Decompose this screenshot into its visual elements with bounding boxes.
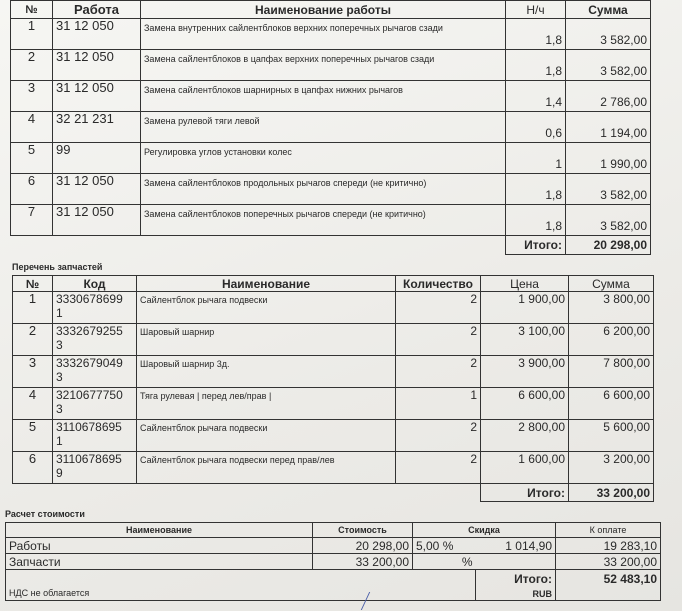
table-row <box>13 292 654 324</box>
row-number: 3 <box>13 356 53 388</box>
part-sum: 7 800,00 <box>569 356 654 388</box>
part-qty: 2 <box>396 452 481 484</box>
part-price: 3 100,00 <box>481 324 569 356</box>
header-code: Работа <box>53 1 141 19</box>
row-number: 6 <box>13 452 53 484</box>
row-number: 1 <box>11 19 53 50</box>
work-code: 31 12 050 <box>53 205 141 236</box>
work-code: 31 12 050 <box>53 19 141 50</box>
part-sum: 5 600,00 <box>569 420 654 452</box>
part-price: 3 900,00 <box>481 356 569 388</box>
part-qty: 2 <box>396 324 481 356</box>
row-number: 4 <box>11 112 53 143</box>
table-row <box>13 452 654 484</box>
table-row <box>11 112 651 143</box>
part-name: Сайлентблок рычага подвески <box>137 420 396 452</box>
table-row <box>11 174 651 205</box>
calc-cost: 20 298,00 <box>313 538 413 554</box>
works-table <box>10 0 651 255</box>
row-number: 5 <box>13 420 53 452</box>
part-sum: 6 600,00 <box>569 388 654 420</box>
row-number: 5 <box>11 143 53 174</box>
part-code-suffix: 3 <box>56 402 63 416</box>
work-sum: 3 582,00 <box>566 50 651 81</box>
part-code-cell <box>53 452 137 484</box>
header-name: Наименование работы <box>141 1 506 19</box>
table-row <box>11 143 651 174</box>
part-code: 3110678695 <box>56 452 122 466</box>
row-number: 6 <box>11 174 53 205</box>
work-code: 99 <box>53 143 141 174</box>
table-row <box>11 205 651 236</box>
calc-total: 52 483,10 <box>556 570 661 601</box>
header-no: № <box>13 276 53 292</box>
discount-percent: 5,00 % <box>413 538 476 554</box>
calc-name: Работы <box>6 538 313 554</box>
work-hours: 1,8 <box>506 19 566 50</box>
header-name: Наименование <box>6 523 313 538</box>
works-total-label: Итого: <box>506 236 566 255</box>
work-hours: 1,8 <box>506 174 566 205</box>
calc-name: Запчасти <box>6 554 313 570</box>
part-qty: 2 <box>396 292 481 324</box>
part-name: Шаровый шарнир <box>137 324 396 356</box>
part-code: 3210677750 <box>56 388 123 402</box>
row-number: 1 <box>13 292 53 324</box>
part-qty: 2 <box>396 356 481 388</box>
part-code: 3332679255 <box>56 324 123 338</box>
header-pay: К оплате <box>556 523 661 538</box>
work-hours: 1 <box>506 143 566 174</box>
part-code-cell <box>53 324 137 356</box>
part-sum: 6 200,00 <box>569 324 654 356</box>
header-discount: Скидка <box>413 523 556 538</box>
part-code-suffix: 1 <box>56 434 63 448</box>
work-code: 32 21 231 <box>53 112 141 143</box>
work-name: Замена сайлентблоков шарнирных в цапфах нижних рычагов <box>141 81 506 112</box>
part-qty: 2 <box>396 420 481 452</box>
header-cost: Стоимость <box>313 523 413 538</box>
parts-total: 33 200,00 <box>569 484 654 502</box>
parts-title: Перечень запчастей <box>12 262 103 272</box>
calc-table <box>5 522 661 601</box>
works-total: 20 298,00 <box>566 236 651 255</box>
header-hours: Н/ч <box>506 1 566 19</box>
work-code: 31 12 050 <box>53 50 141 81</box>
part-code-suffix: 3 <box>56 370 63 384</box>
part-code: 3330678699 <box>56 292 123 306</box>
part-sum: 3 200,00 <box>569 452 654 484</box>
row-number: 2 <box>13 324 53 356</box>
work-sum: 3 582,00 <box>566 205 651 236</box>
header-sum: Сумма <box>566 1 651 19</box>
table-row <box>11 81 651 112</box>
part-code-cell <box>53 420 137 452</box>
row-number: 2 <box>11 50 53 81</box>
part-name: Тяга рулевая | перед лев/прав | <box>137 388 396 420</box>
work-sum: 3 582,00 <box>566 174 651 205</box>
work-name: Регулировка углов установки колес <box>141 143 506 174</box>
part-name: Шаровый шарнир 3д. <box>137 356 396 388</box>
work-hours: 1,8 <box>506 205 566 236</box>
work-sum: 3 582,00 <box>566 19 651 50</box>
discount-amount <box>476 554 556 570</box>
work-sum: 1 194,00 <box>566 112 651 143</box>
part-code-cell <box>53 292 137 324</box>
header-code: Код <box>53 276 137 292</box>
table-row <box>6 538 661 554</box>
vat-note: НДС не облагается <box>9 588 90 598</box>
table-row <box>6 554 661 570</box>
work-sum: 2 786,00 <box>566 81 651 112</box>
header-price: Цена <box>481 276 569 292</box>
part-sum: 3 800,00 <box>569 292 654 324</box>
table-row <box>13 356 654 388</box>
part-price: 1 600,00 <box>481 452 569 484</box>
parts-table <box>12 275 654 502</box>
work-code: 31 12 050 <box>53 174 141 205</box>
work-name: Замена рулевой тяги левой <box>141 112 506 143</box>
table-row <box>13 388 654 420</box>
table-row <box>13 324 654 356</box>
currency: RUB <box>532 589 553 599</box>
discount-amount: 1 014,90 <box>476 538 556 554</box>
work-name: Замена сайлентблоков в цапфах верхних поперечных рычагов сзади <box>141 50 506 81</box>
table-row <box>13 420 654 452</box>
part-code: 3332679049 <box>56 356 123 370</box>
table-row <box>11 50 651 81</box>
part-code-suffix: 1 <box>56 306 63 320</box>
calc-title: Расчет стоимости <box>5 509 85 519</box>
part-price: 1 900,00 <box>481 292 569 324</box>
row-number: 3 <box>11 81 53 112</box>
calc-section <box>5 508 682 601</box>
part-name: Сайлентблок рычага подвески перед прав/лев <box>137 452 396 484</box>
work-name: Замена внутренних сайлентблоков верхних поперечных рычагов сзади <box>141 19 506 50</box>
part-code-suffix: 3 <box>56 338 63 352</box>
parts-total-label: Итого: <box>481 484 569 502</box>
part-code-cell <box>53 356 137 388</box>
row-number: 7 <box>11 205 53 236</box>
part-price: 6 600,00 <box>481 388 569 420</box>
work-code: 31 12 050 <box>53 81 141 112</box>
part-code: 3110678695 <box>56 420 122 434</box>
calc-pay: 19 283,10 <box>556 538 661 554</box>
table-row <box>11 19 651 50</box>
row-number: 4 <box>13 388 53 420</box>
part-name: Сайлентблок рычага подвески <box>137 292 396 324</box>
header-no: № <box>11 1 53 19</box>
calc-pay: 33 200,00 <box>556 554 661 570</box>
part-code-suffix: 9 <box>56 466 63 480</box>
work-sum: 1 990,00 <box>566 143 651 174</box>
work-hours: 0,6 <box>506 112 566 143</box>
work-hours: 1,8 <box>506 50 566 81</box>
parts-section <box>12 261 682 502</box>
calc-cost: 33 200,00 <box>313 554 413 570</box>
part-price: 2 800,00 <box>481 420 569 452</box>
part-qty: 1 <box>396 388 481 420</box>
header-sum: Сумма <box>569 276 654 292</box>
work-hours: 1,4 <box>506 81 566 112</box>
header-qty: Количество <box>396 276 481 292</box>
part-code-cell <box>53 388 137 420</box>
work-name: Замена сайлентблоков поперечных рычагов спереди (не критично) <box>141 205 506 236</box>
calc-total-label: Итого: <box>514 572 553 586</box>
header-name: Наименование <box>137 276 396 292</box>
discount-percent: % <box>413 554 476 570</box>
work-name: Замена сайлентблоков продольных рычагов спереди (не критично) <box>141 174 506 205</box>
